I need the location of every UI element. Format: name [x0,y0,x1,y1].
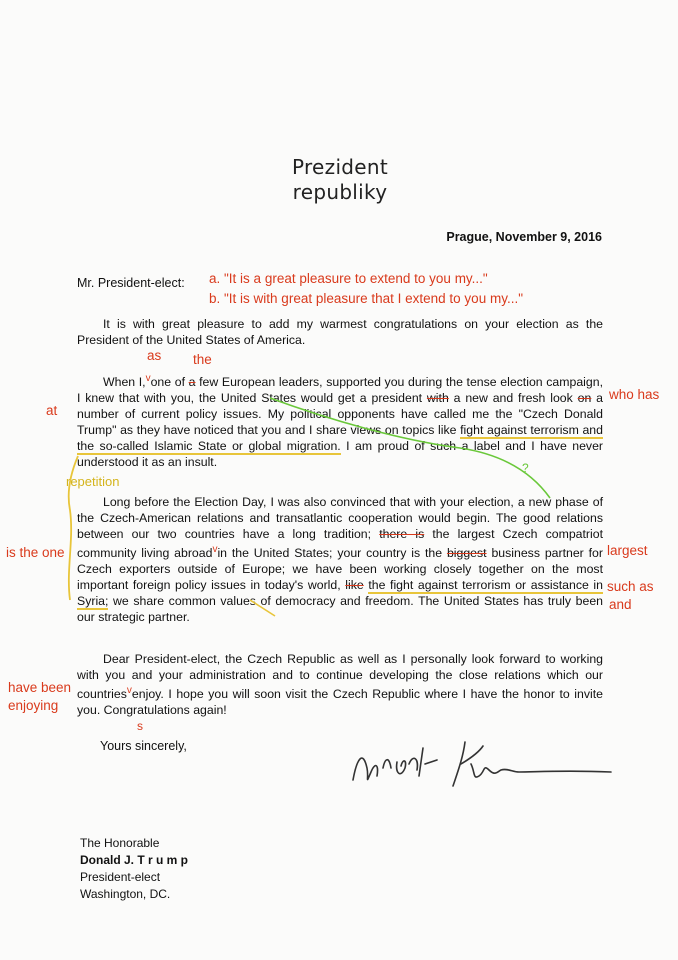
closing-t2: sincerely, [135,739,187,753]
p3-underlined: the fight against terrorism or assistance in Syria; [77,578,604,609]
salutation: Mr. President-elect: [77,276,185,290]
p3-t5: business partner for Czech exporters outside of Europe; [77,546,603,577]
paragraph-1-text: It is with great pleasure to add my warmest congratulations on your election as the President of the United States of America. [77,317,603,347]
p2-strike-with: with [426,391,449,406]
suggestion-b: b. "It is with great pleasure that I extend to you my..." [209,291,523,306]
p3-strike-there-is: there is [379,527,425,541]
p3-t2: the largest Czech compatriot community living abroad [77,527,603,561]
annot-who-has: who has [609,387,660,402]
p3-t1: Long before the Election Day, I was also convinced that with your election, a new phase of the Czech-American relations and transatlantic cooperation would begin. The good relations between our two countries have a long tradition; [77,495,603,541]
address-line1: The Honorable [80,836,160,850]
p3-t3: in the United States; [217,546,333,561]
address-line4: Washington, DC. [80,887,171,901]
suggestion-a: a. "It is a great pleasure to extend to you my..." [209,271,488,286]
annot-the: the [193,352,212,367]
letterhead-line1: Prezident [291,155,389,179]
green-arrow-line [270,398,550,498]
p2-t6: a number of current policy issues. My political opponents have called me the "Czech Donald Trump" as they have noticed that you and I share views on topics like [77,391,604,438]
caret-mark: v [145,373,151,384]
p4-t2: enjoy. I hope you will soon visit the Czech Republic where I have the honor to invite you. Congratulations again! [77,687,603,718]
closing-t1: Yours [100,739,132,753]
yellow-bracket [69,456,78,600]
annot-question: ? [522,461,529,475]
address-line3: President-elect [80,870,161,884]
letterhead-line2: republiky [292,180,388,204]
address-line2: Donald J. T r u m p [80,853,189,867]
caret-mark: v [212,544,218,555]
annot-such-as: such as [607,579,654,594]
annot-and: and [609,597,632,612]
yellow-tick [250,600,275,616]
p3-strike-like: like [345,578,364,593]
annot-largest: largest [607,543,648,558]
p4-t1: Dear President-elect, the Czech Republic as well as I personally look forward to working with you and your administration and to continue developing the close relations which our countries [77,652,603,702]
annot-repetition: repetition [66,474,120,489]
letter-date: Prague, November 9, 2016 [446,230,602,244]
p2-strike-on: on [577,391,592,406]
caret-mark: v [126,685,132,696]
p3-t6: we have been working closely together on the most important foreign policy issues in today's world, [77,562,603,593]
p2-t5: a new and fresh look [453,391,573,406]
annot-s: s [137,719,143,733]
p3-strike-biggest: biggest [446,546,487,561]
p2-t4: few European leaders, supported you during the tense election campaign, I knew that with you, the United States would get a president [77,375,604,406]
p2-t7: I am proud of such a label and I have never understood it as an insult. [77,439,603,470]
p2-t3: a [188,375,196,390]
annot-at: at [46,403,58,418]
p2-underlined: fight against terrorism and the so-called Islamic State or global migration. [77,423,603,454]
annot-as: as [147,348,162,363]
p3-t7: we share common values of democracy and freedom. The United States has truly been our strategic partner. [77,594,603,625]
p2-t1: When I, [103,375,146,390]
annot-have-been-enjoying: have been enjoying [8,680,72,713]
p2-t2: one of [150,375,185,390]
p3-t4: your country is the [337,546,443,561]
annot-is-the-one: is the one [6,545,65,560]
